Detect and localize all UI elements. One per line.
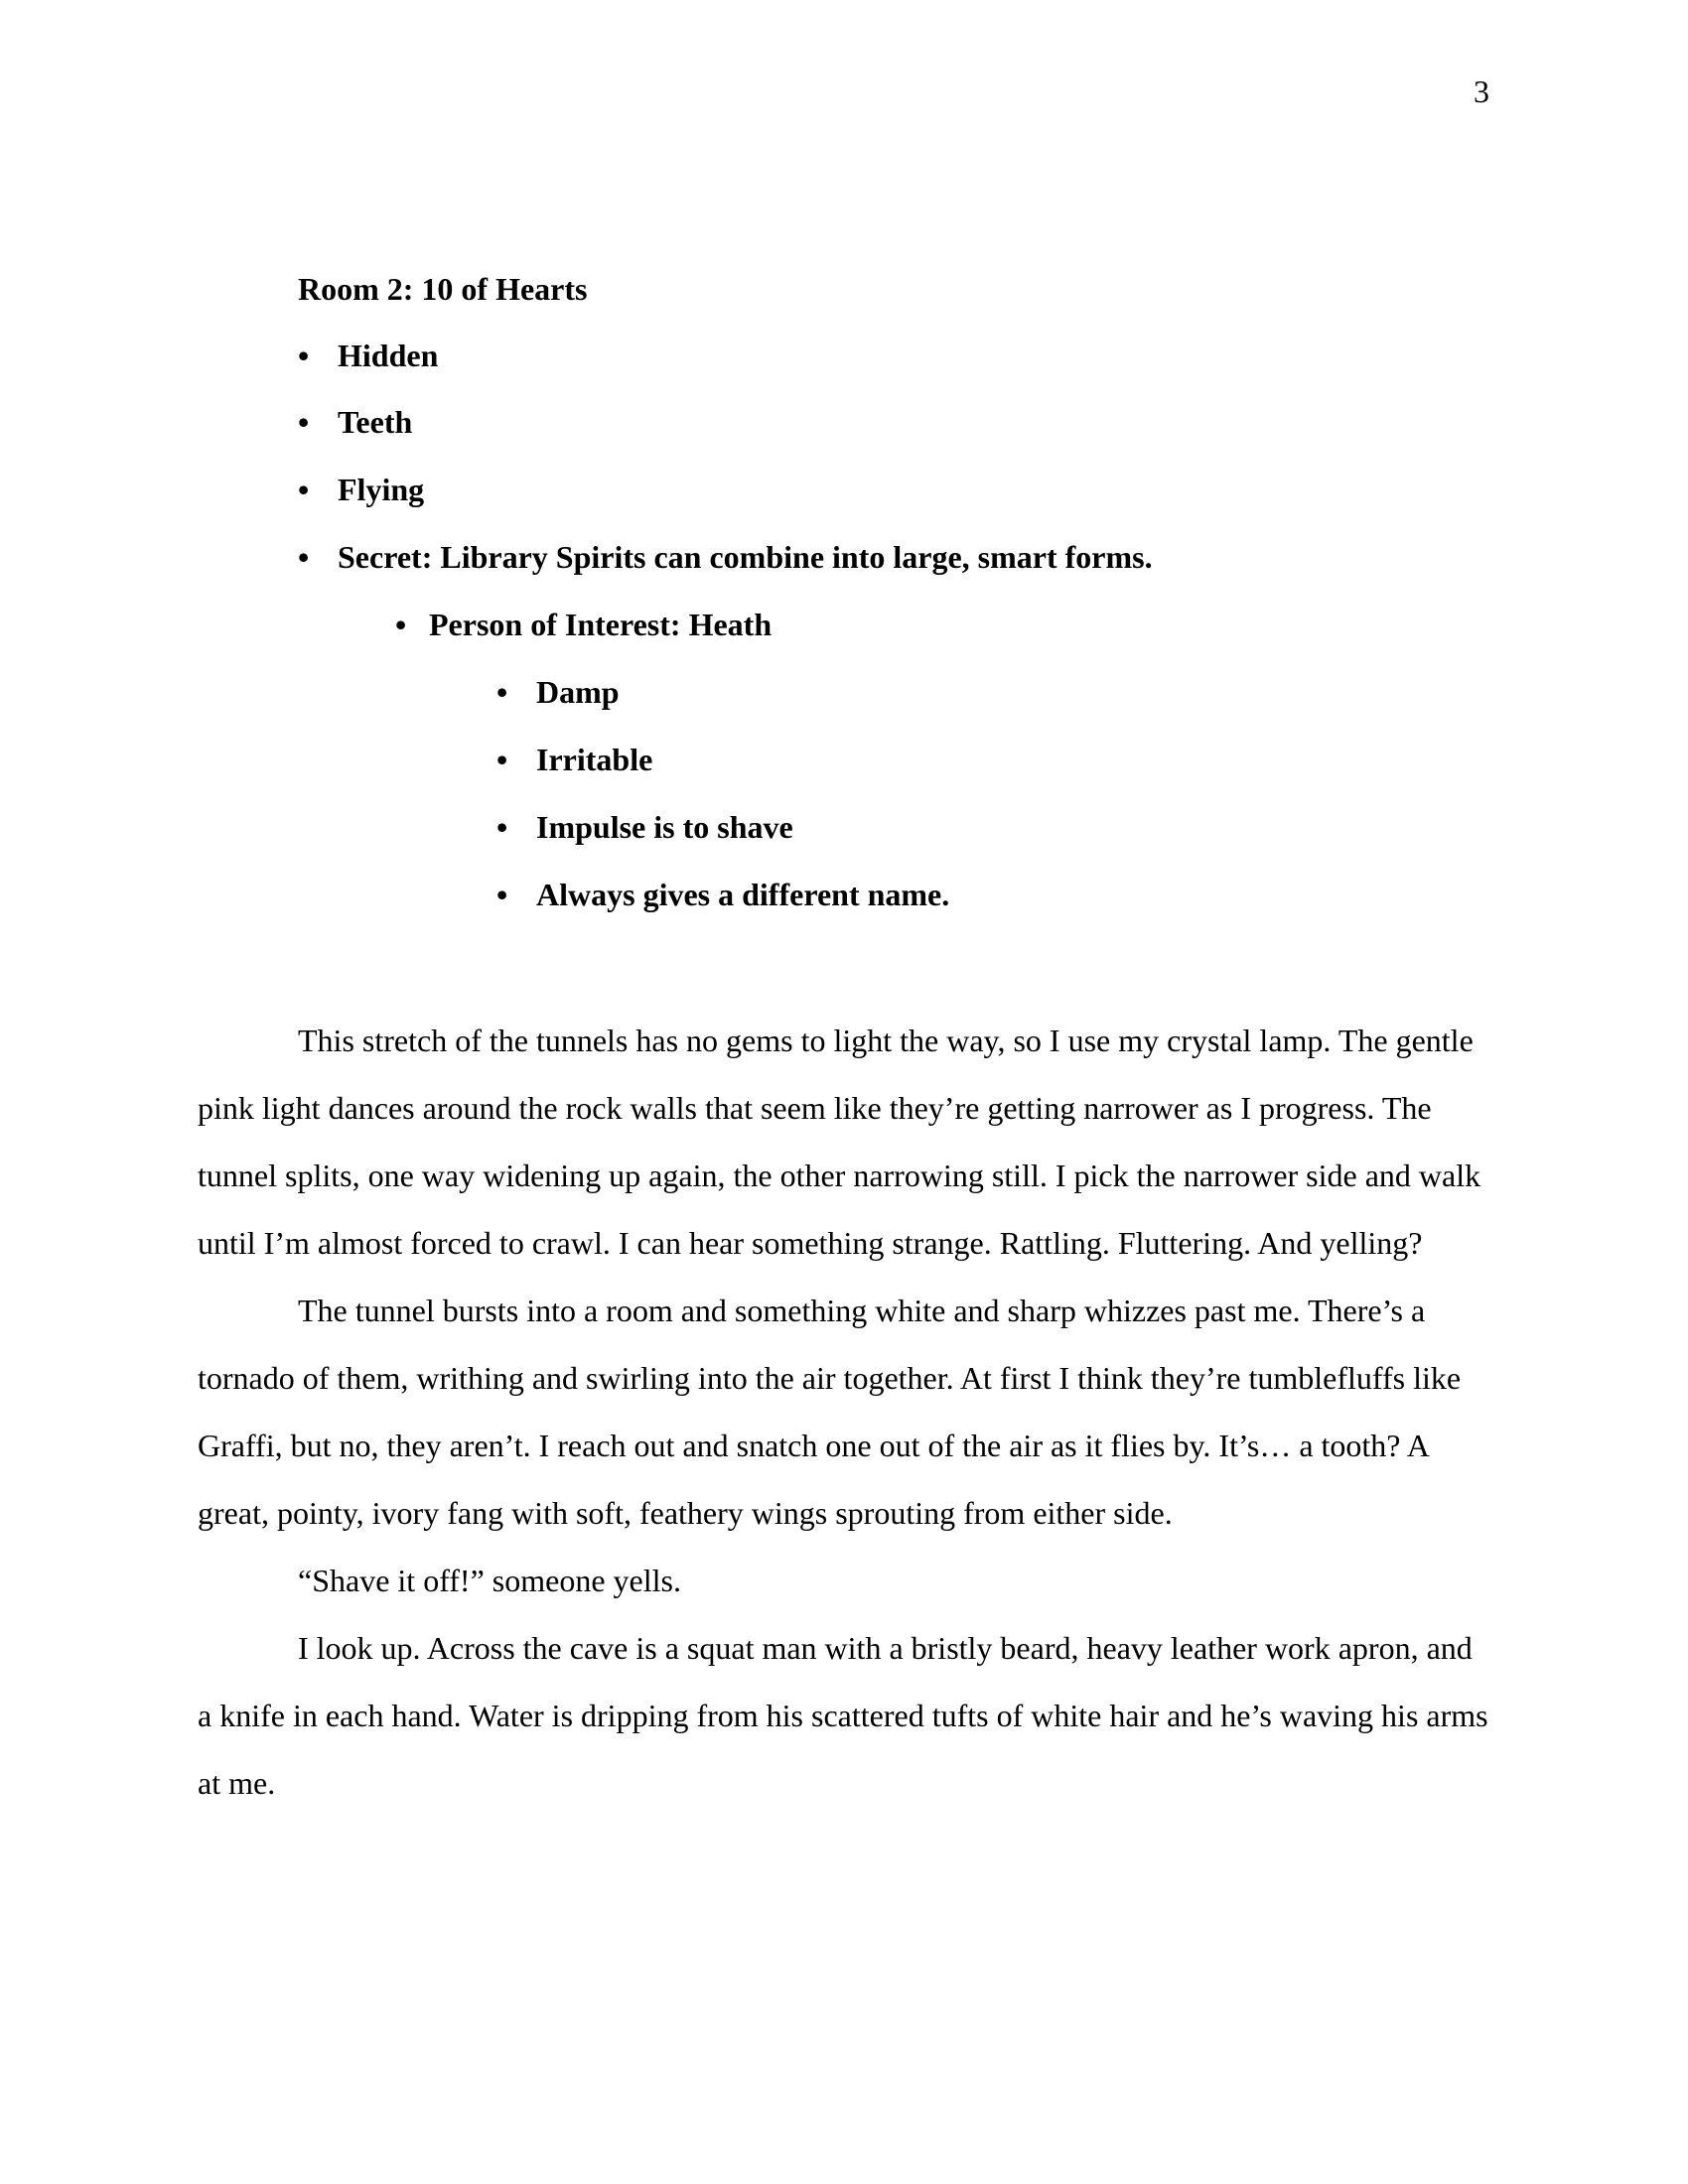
note-text: Secret: Library Spirits can combine into large, smart forms. — [338, 539, 1153, 575]
bullet-icon: • — [496, 877, 508, 912]
bullet-icon: • — [496, 674, 508, 710]
note-text: Flying — [338, 472, 425, 507]
bullet-icon: • — [496, 742, 508, 777]
trait-text: Impulse is to shave — [536, 809, 793, 845]
story-paragraph: “Shave it off!” someone yells. — [298, 1563, 681, 1598]
bullet-icon: • — [298, 404, 310, 440]
trait-text: Irritable — [536, 742, 653, 777]
room-heading: Room 2: 10 of Hearts — [298, 271, 588, 307]
bullet-icon: • — [298, 338, 310, 373]
note-text: Teeth — [338, 404, 413, 440]
note-text: Hidden — [338, 338, 439, 373]
story-body — [198, 1007, 1490, 1817]
bullet-icon: • — [298, 472, 310, 507]
story-paragraph: The tunnel bursts into a room and something white and sharp whizzes past me. There’s a tornado of them, writhing and swirling into the air together. At first I think they’re tumblefluffs like Graffi, but no, they aren’t. I reach out and snatch one out of the air as it flies by. It’s… a tooth? A great, pointy, ivory fang with soft, feathery wings sprouting from either side. — [198, 1293, 1462, 1531]
bullet-icon: • — [395, 607, 407, 642]
bullet-icon: • — [298, 539, 310, 575]
story-paragraph: This stretch of the tunnels has no gems to light the way, so I use my crystal lamp. The gentle pink light dances around the rock walls that seem like they’re getting narrower as I progress. The tunnel splits, one way widening up again, the other narrowing still. I pick the narrower side and walk until I’m almost forced to crawl. I can hear something strange. Rattling. Fluttering. And yelling? — [198, 1023, 1481, 1261]
person-of-interest-label: Person of Interest: Heath — [429, 607, 773, 642]
story-paragraph: I look up. Across the cave is a squat man with a bristly beard, heavy leather work apron, and a knife in each hand. Water is dripping from his scattered tufts of white hair and he’s waving his arms at me. — [198, 1630, 1488, 1801]
trait-text: Always gives a different name. — [536, 877, 950, 912]
bullet-icon: • — [496, 809, 508, 845]
page-number: 3 — [1474, 73, 1489, 109]
trait-text: Damp — [536, 674, 620, 710]
